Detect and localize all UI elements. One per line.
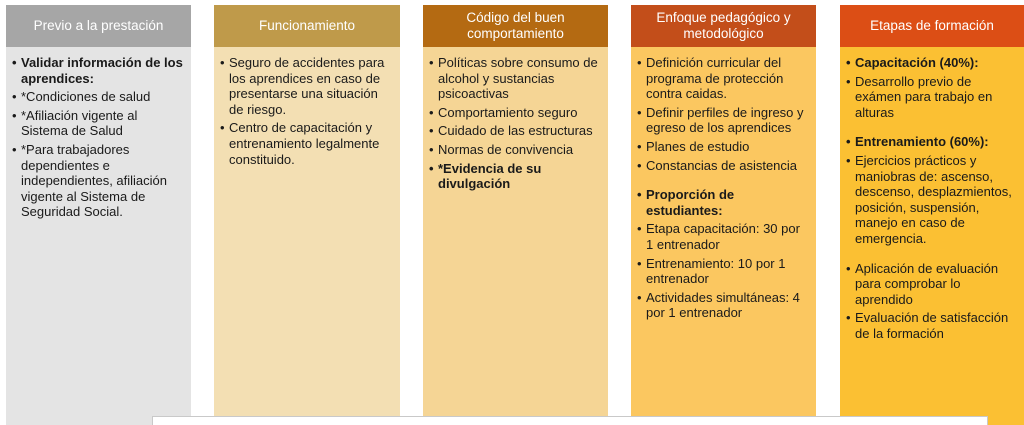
bullet-list-enfoque <box>637 55 810 321</box>
list-item: • Aplicación de evaluación para comprobar lo aprendido <box>846 261 1018 308</box>
list-item: • Comportamiento seguro <box>429 105 602 121</box>
list-item: • Centro de capacitación y entrenamiento legalmente constituido. <box>220 120 394 167</box>
list-item: • Actividades simultáneas: 4 por 1 entrenador <box>637 290 810 321</box>
list-item: • Definición curricular del programa de protección contra caidas. <box>637 55 810 102</box>
bullet-list-funcionamiento <box>220 55 394 167</box>
list-item: • Capacitación (40%): <box>846 55 1018 71</box>
list-item: • Validar información de los aprendices: <box>12 55 185 86</box>
list-item: • Normas de convivencia <box>429 142 602 158</box>
column-header-etapas: Etapas de formación <box>840 5 1024 47</box>
bottom-panel-edge <box>152 416 988 425</box>
column-funcionamiento <box>214 5 400 425</box>
column-previo <box>6 5 191 425</box>
bullet-list-etapas <box>846 55 1018 342</box>
list-item: • Políticas sobre consumo de alcohol y sustancias psicoactivas <box>429 55 602 102</box>
list-item: • Proporción de estudiantes: <box>637 187 810 218</box>
list-item: • Planes de estudio <box>637 139 810 155</box>
column-etapas <box>840 5 1024 425</box>
list-item: • Cuidado de las estructuras <box>429 123 602 139</box>
list-item: • Etapa capacitación: 30 por 1 entrenador <box>637 221 810 252</box>
list-item: • Definir perfiles de ingreso y egreso de los aprendices <box>637 105 810 136</box>
bullet-list-previo <box>12 55 185 220</box>
column-body-previo <box>6 47 191 425</box>
column-header-previo: Previo a la prestación <box>6 5 191 47</box>
column-header-funcionamiento: Funcionamiento <box>214 5 400 47</box>
list-item: • Entrenamiento (60%): <box>846 134 1018 150</box>
list-item: • Evaluación de satisfacción de la formación <box>846 310 1018 341</box>
list-item: • Desarrollo previo de exámen para trabajo en alturas <box>846 74 1018 121</box>
list-item: • Ejercicios prácticos y maniobras de: ascenso, descenso, desplazmientos, posición, suspensión, manejo en caso de emergencia. <box>846 153 1018 247</box>
column-body-enfoque <box>631 47 816 425</box>
column-header-enfoque: Enfoque pedagógico y metodológico <box>631 5 816 47</box>
list-item: • Seguro de accidentes para los aprendices en caso de presentarse una situación de riesgo. <box>220 55 394 117</box>
list-item: • *Afiliación vigente al Sistema de Salud <box>12 108 185 139</box>
column-body-codigo <box>423 47 608 425</box>
list-item: • *Para trabajadores dependientes e independientes, afiliación vigente al Sistema de Seguridad Social. <box>12 142 185 220</box>
list-item: • Constancias de asistencia <box>637 158 810 174</box>
column-codigo <box>423 5 608 425</box>
list-item: • *Evidencia de su divulgación <box>429 161 602 192</box>
list-item: • *Condiciones de salud <box>12 89 185 105</box>
bullet-list-codigo <box>429 55 602 192</box>
column-body-etapas <box>840 47 1024 425</box>
column-enfoque <box>631 5 816 425</box>
column-body-funcionamiento <box>214 47 400 425</box>
list-item: • Entrenamiento: 10 por 1 entrenador <box>637 256 810 287</box>
column-header-codigo: Código del buen comportamiento <box>423 5 608 47</box>
